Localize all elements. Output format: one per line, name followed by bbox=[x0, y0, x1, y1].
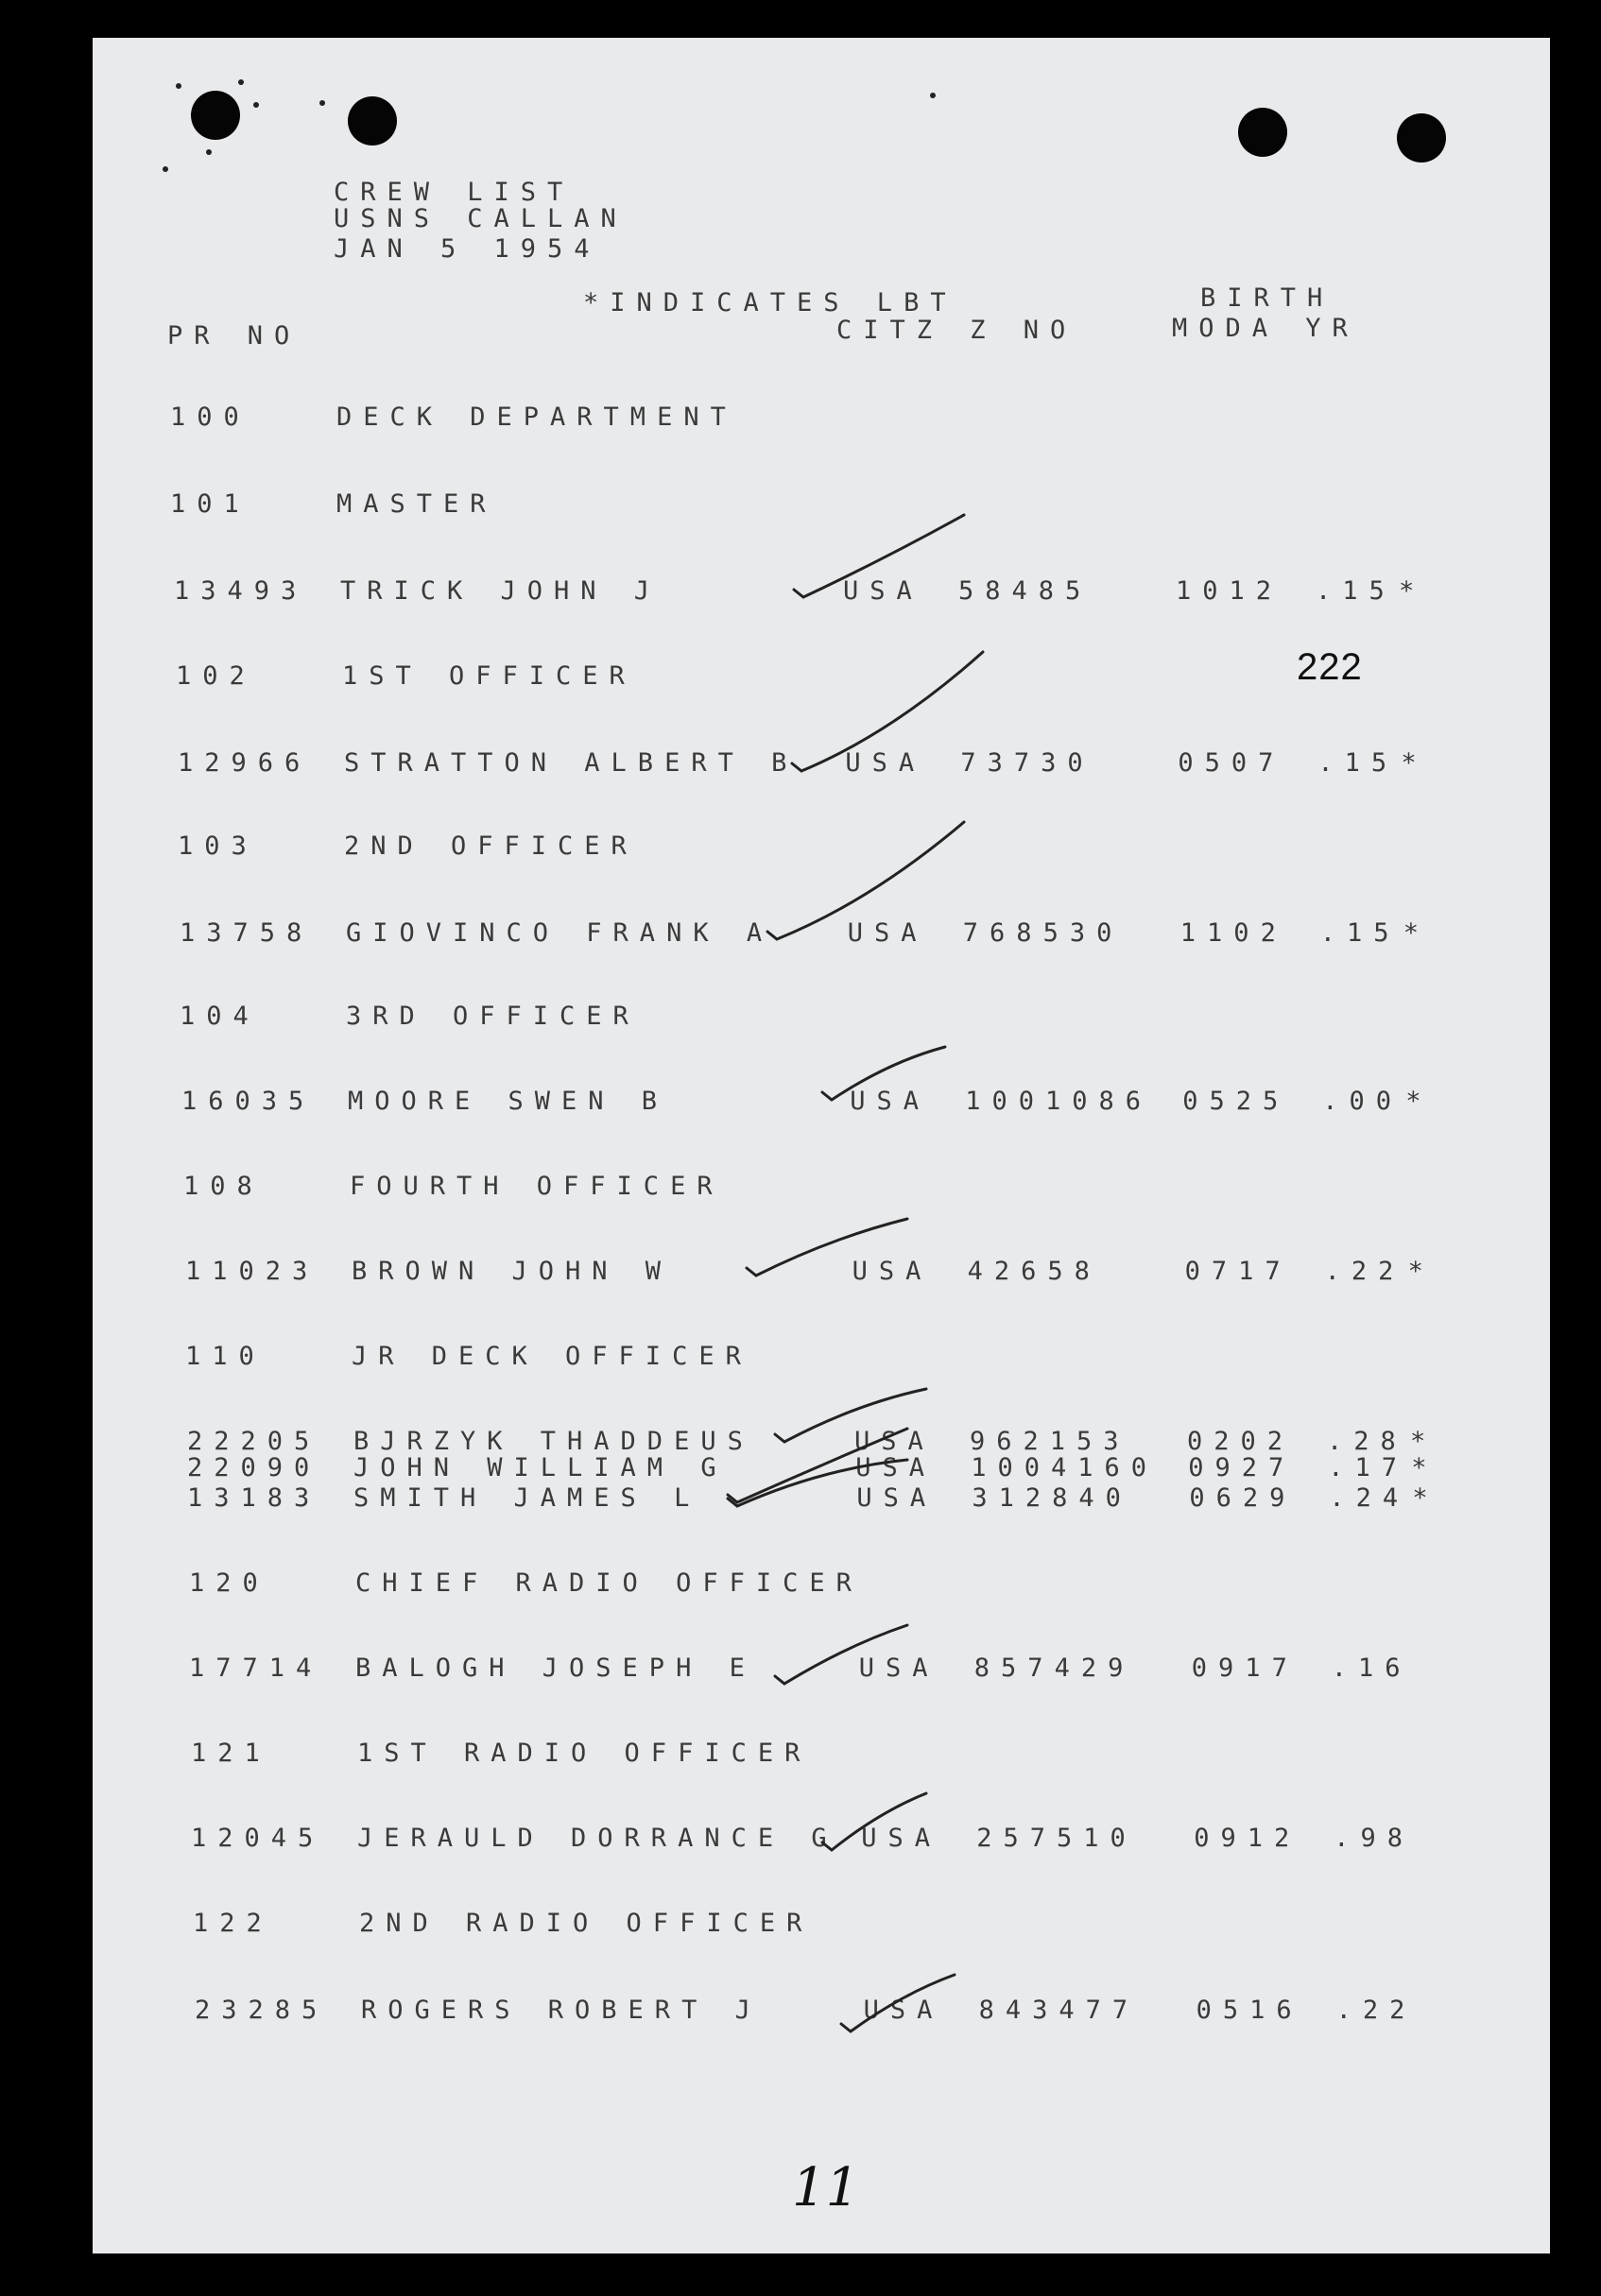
citizenship: USA bbox=[850, 1087, 930, 1116]
row-pr-number: 101 bbox=[170, 489, 250, 519]
handwritten-mark: 11 bbox=[792, 2157, 860, 2219]
row-pr-number: 11023 bbox=[185, 1257, 319, 1286]
row-pr-number: 22090 bbox=[187, 1453, 321, 1482]
page-number-stamp: 222 bbox=[1297, 646, 1363, 688]
citizenship: USA bbox=[863, 1996, 944, 2025]
section-heading: 1ST OFFICER bbox=[342, 661, 636, 691]
header-date: JAN 5 1954 bbox=[334, 234, 601, 264]
row-pr-number: 12966 bbox=[178, 748, 312, 778]
crew-member-name: TRICK JOHN J bbox=[340, 576, 662, 606]
birth-moda: 0917 bbox=[1191, 1653, 1299, 1683]
birth-year: .00 bbox=[1322, 1087, 1403, 1116]
citizenship: USA bbox=[847, 918, 928, 948]
row-pr-number: 110 bbox=[185, 1342, 266, 1371]
section-heading: JR DECK OFFICER bbox=[352, 1342, 752, 1371]
citizenship: USA bbox=[858, 1653, 939, 1683]
birth-moda: 0717 bbox=[1184, 1257, 1292, 1286]
birth-moda: 0525 bbox=[1182, 1087, 1290, 1116]
z-number: 312840 bbox=[972, 1483, 1132, 1513]
z-number: 58485 bbox=[958, 576, 1093, 606]
lbt-flag: * bbox=[1399, 576, 1426, 606]
section-heading: CHIEF RADIO OFFICER bbox=[355, 1568, 863, 1598]
row-pr-number: 120 bbox=[189, 1568, 269, 1598]
birth-year: .22 bbox=[1335, 1996, 1417, 2025]
check-mark-icon bbox=[822, 1047, 945, 1100]
row-pr-number: 17714 bbox=[189, 1653, 323, 1683]
check-mark-icon bbox=[747, 1219, 907, 1276]
column-birth: BIRTH bbox=[1200, 283, 1334, 313]
citizenship: USA bbox=[854, 1427, 935, 1456]
row-pr-number: 23285 bbox=[195, 1996, 329, 2025]
crew-member-name: JOHN WILLIAM G bbox=[353, 1453, 728, 1482]
citizenship: USA bbox=[861, 1824, 941, 1853]
lbt-flag: * bbox=[1412, 1483, 1439, 1513]
birth-year: .98 bbox=[1334, 1824, 1414, 1853]
birth-moda: 1102 bbox=[1179, 918, 1287, 948]
birth-moda: 0912 bbox=[1194, 1824, 1301, 1853]
z-number: 257510 bbox=[976, 1824, 1137, 1853]
citizenship: USA bbox=[845, 748, 926, 778]
section-heading: 2ND OFFICER bbox=[344, 831, 638, 861]
section-heading: MASTER bbox=[336, 489, 497, 519]
birth-year: .15 bbox=[1317, 748, 1399, 778]
birth-moda: 1012 bbox=[1176, 576, 1283, 606]
z-number: 768530 bbox=[962, 918, 1124, 948]
row-pr-number: 122 bbox=[193, 1909, 273, 1938]
birth-moda: 0516 bbox=[1196, 1996, 1303, 2025]
citizenship: USA bbox=[856, 1483, 938, 1513]
crew-member-name: BROWN JOHN W bbox=[352, 1257, 673, 1286]
lbt-flag: * bbox=[1401, 748, 1428, 778]
row-pr-number: 16035 bbox=[181, 1087, 316, 1116]
birth-moda: 0629 bbox=[1189, 1483, 1297, 1513]
birth-year: .16 bbox=[1331, 1653, 1412, 1683]
birth-moda: 0507 bbox=[1178, 748, 1285, 778]
lbt-flag: * bbox=[1407, 1257, 1435, 1286]
z-number: 1004160 bbox=[971, 1453, 1158, 1482]
check-mark-icon bbox=[728, 1429, 907, 1502]
z-number: 73730 bbox=[960, 748, 1094, 778]
check-mark-icon bbox=[794, 515, 964, 597]
column-moda-yr: MODA YR bbox=[1172, 314, 1359, 343]
lbt-flag: * bbox=[1410, 1427, 1437, 1456]
crew-member-name: SMITH JAMES L bbox=[353, 1483, 701, 1513]
birth-year: .24 bbox=[1329, 1483, 1410, 1513]
row-pr-number: 100 bbox=[170, 403, 250, 432]
section-heading: DECK DEPARTMENT bbox=[336, 403, 737, 432]
row-pr-number: 13493 bbox=[174, 576, 308, 606]
birth-moda: 0927 bbox=[1188, 1453, 1296, 1482]
z-number: 1001086 bbox=[965, 1087, 1152, 1116]
row-pr-number: 104 bbox=[180, 1002, 260, 1031]
section-heading: 3RD OFFICER bbox=[346, 1002, 640, 1031]
crew-member-name: BALOGH JOSEPH E bbox=[355, 1653, 756, 1683]
row-pr-number: 12045 bbox=[191, 1824, 325, 1853]
crew-member-name: BJRZYK THADDEUS bbox=[353, 1427, 754, 1456]
check-mark-icon bbox=[775, 1389, 926, 1442]
lbt-flag: * bbox=[1403, 918, 1431, 948]
column-citz-z-no: CITZ Z NO bbox=[836, 316, 1077, 345]
column-pr-no: PR NO bbox=[167, 321, 301, 351]
row-pr-number: 102 bbox=[176, 661, 256, 691]
birth-year: .15 bbox=[1316, 576, 1396, 606]
row-pr-number: 108 bbox=[183, 1172, 264, 1201]
header-title: CREW LIST bbox=[334, 178, 575, 207]
row-pr-number: 13183 bbox=[187, 1483, 321, 1513]
crew-member-name: JERAULD DORRANCE G bbox=[357, 1824, 838, 1853]
birth-year: .28 bbox=[1327, 1427, 1407, 1456]
z-number: 857429 bbox=[973, 1653, 1135, 1683]
birth-year: .17 bbox=[1328, 1453, 1408, 1482]
row-pr-number: 13758 bbox=[180, 918, 314, 948]
header-ship-name: USNS CALLAN bbox=[334, 204, 628, 233]
check-mark-icon bbox=[822, 1793, 926, 1850]
citizenship: USA bbox=[852, 1257, 933, 1286]
z-number: 42658 bbox=[967, 1257, 1101, 1286]
section-heading: 1ST RADIO OFFICER bbox=[357, 1739, 812, 1768]
row-pr-number: 121 bbox=[191, 1739, 271, 1768]
crew-member-name: MOORE SWEN B bbox=[348, 1087, 669, 1116]
section-heading: 2ND RADIO OFFICER bbox=[359, 1909, 814, 1938]
crew-member-name: STRATTON ALBERT B bbox=[344, 748, 799, 778]
column-note-lbt: *INDICATES LBT bbox=[583, 288, 957, 317]
check-mark-icon bbox=[841, 1975, 955, 2031]
lbt-flag: * bbox=[1405, 1087, 1433, 1116]
z-number: 962153 bbox=[970, 1427, 1130, 1456]
check-mark-icon bbox=[775, 1625, 907, 1684]
citizenship: USA bbox=[843, 576, 923, 606]
row-pr-number: 103 bbox=[178, 831, 258, 861]
birth-year: .15 bbox=[1319, 918, 1401, 948]
z-number: 843477 bbox=[978, 1996, 1140, 2025]
check-mark-icon bbox=[767, 822, 964, 939]
crew-member-name: ROGERS ROBERT J bbox=[361, 1996, 762, 2025]
row-pr-number: 22205 bbox=[187, 1427, 321, 1456]
birth-moda: 0202 bbox=[1187, 1427, 1295, 1456]
citizenship: USA bbox=[855, 1453, 936, 1482]
section-heading: FOURTH OFFICER bbox=[350, 1172, 724, 1201]
birth-year: .22 bbox=[1324, 1257, 1405, 1286]
lbt-flag: * bbox=[1411, 1453, 1438, 1482]
check-mark-icon bbox=[792, 652, 983, 771]
crew-member-name: GIOVINCO FRANK A bbox=[346, 918, 774, 948]
